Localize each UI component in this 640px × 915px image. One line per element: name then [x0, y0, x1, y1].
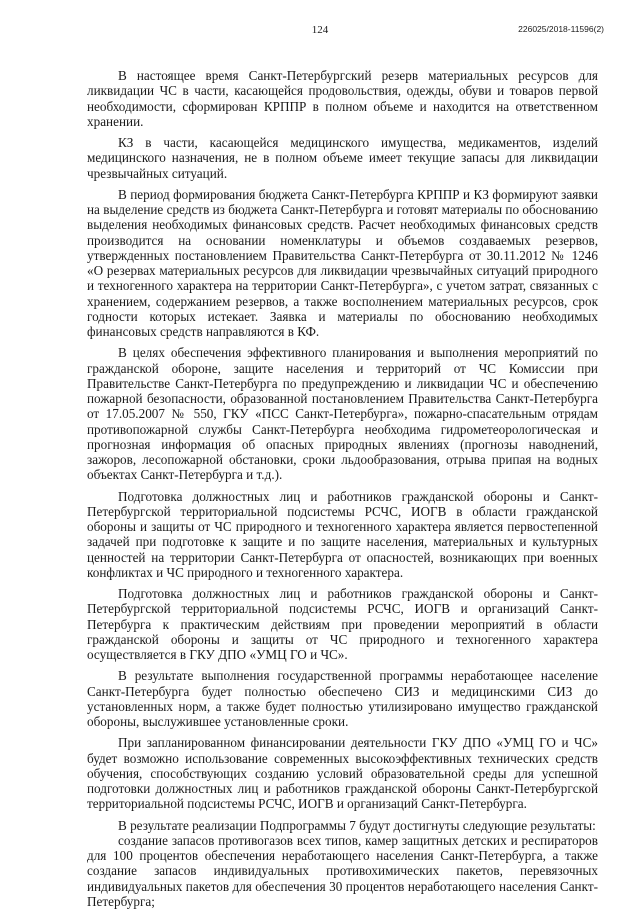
paragraph-training-priority: Подготовка должностных лиц и работников гражданской обороны и Санкт-Петербургской территориальной подсистемы РСЧС, ИОГВ в области гражданской обороны и защиты от ЧС природного и техногенного характера является первостепенной задачей при подготовке к защите и по защите населения, материальных и культурных ценностей на территории Санкт-Петербурга от опасностей, возникающих при военных конфликтах и ЧС природного и техногенного характера.: [87, 488, 598, 580]
paragraph-program-outcome: В результате выполнения государственной программы неработающее население Санкт-Петербурга будет полностью обеспечено СИЗ и медицинскими СИЗ до установленных норм, а также будет полностью утилизировано имущество гражданской обороны, выслужившее установленные сроки.: [87, 668, 598, 729]
paragraph-results-item: создание запасов противогазов всех типов, камер защитных детских и респираторов для 100 процентов обеспечения неработающего населения Санкт-Петербурга, а также создание запасов индивидуальных противохимических пакетов, перевязочных индивидуальных пакетов для обеспечения 30 процентов неработающего населения Санкт-Петербурга;: [87, 832, 598, 909]
paragraph-results-intro: В результате реализации Подпрограммы 7 будут достигнуты следующие результаты:: [118, 817, 596, 833]
page-number: 124: [311, 24, 329, 36]
paragraph-medical-stocks: КЗ в части, касающейся медицинского имущества, медикаментов, изделий медицинского назначения, не в полном объеме имеет текущие запасы для ликвидации чрезвычайных ситуаций.: [87, 135, 598, 181]
document-id: 226025/2018-11596(2): [518, 24, 604, 34]
document-body: [87, 68, 598, 915]
paragraph-funding-outcome: При запланированном финансировании деятельности ГКУ ДПО «УМЦ ГО и ЧС» будет возможно использование современных высокоэффективных технических средств обучения, способствующих созданию условий образовательной среды для успешной подготовки должностных лиц и работников гражданской обороны Санкт-Петербургской территориальной подсистемы РСЧС, ИОГВ и организаций Санкт-Петербурга.: [87, 735, 598, 812]
paragraph-reserve-status: В настоящее время Санкт-Петербургский резерв материальных ресурсов для ликвидации ЧС в части, касающейся продовольствия, одежды, обуви и товаров первой необходимости, сформирован КРППР в полном объеме и находится на ответственном хранении.: [87, 68, 598, 129]
paragraph-budget-requests: В период формирования бюджета Санкт-Петербурга КРППР и КЗ формируют заявки на выделение средств из бюджета Санкт-Петербурга и готовят материалы по обоснованию выделения необходимых финансовых средств. Расчет необходимых финансовых средств производится на основании номенклатуры и объемов создаваемых резервов, утвержденных постановлением Правительства Санкт-Петербурга от 30.11.2012 № 1246 «О резервах материальных ресурсов для ликвидации чрезвычайных ситуаций природного и техногенного характера на территории Санкт-Петербурга», с учетом затрат, связанных с хранением, содержанием резервов, а также восполнением материальных ресурсов, срок годности которых истекает. Заявка и материалы по обоснованию необходимых финансовых средств направляются в КФ.: [87, 186, 598, 339]
paragraph-training-center: Подготовка должностных лиц и работников гражданской обороны и Санкт-Петербургской территориальной подсистемы РСЧС, ИОГВ и организаций Санкт-Петербурга к практическим действиям при проведении мероприятий в области гражданской обороны и защиты от ЧС природного и техногенного характера осуществляется в ГКУ ДПО «УМЦ ГО и ЧС».: [87, 586, 598, 662]
paragraph-hydromet-info: В целях обеспечения эффективного планирования и выполнения мероприятий по гражданской обороне, защите населения и территорий от ЧС Комиссии при Правительстве Санкт-Петербурга по предупреждению и ликвидации ЧС и обеспечению пожарной безопасности, образованной постановлением Правительства Санкт-Петербурга от 17.05.2007 № 550, ГКУ «ПСС Санкт-Петербурга», пожарно-спасательным отрядам противопожарной службы Санкт-Петербурга необходима гидрометеорологическая и прогнозная информация об опасных природных явлениях (прогнозы наводнений, зажоров, лесопожарной обстановки, сроки льдообразования, отрыва припая на водных объектах Санкт-Петербурга и т.д.).: [87, 345, 598, 483]
